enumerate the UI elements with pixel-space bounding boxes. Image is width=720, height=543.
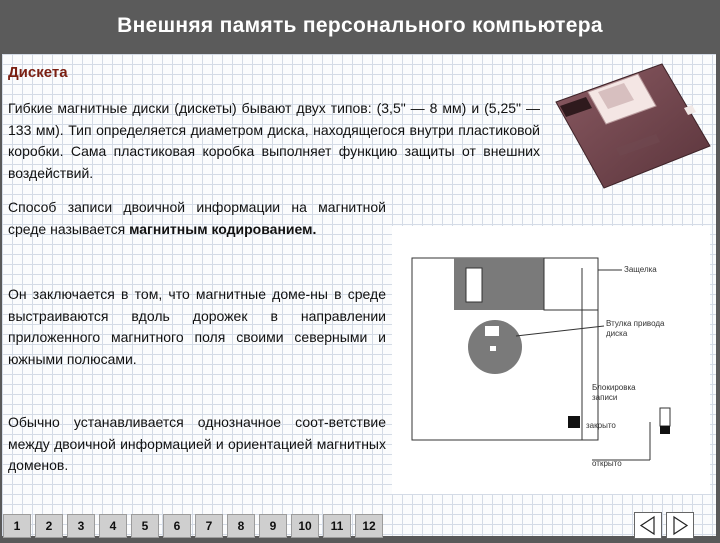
- arrow-left-icon: [635, 513, 661, 538]
- prev-button[interactable]: [634, 512, 662, 539]
- label-area: [544, 258, 598, 310]
- nav-page-2[interactable]: 2: [35, 514, 63, 538]
- nav-page-7[interactable]: 7: [195, 514, 223, 538]
- diagram-label-lock-2: записи: [592, 393, 618, 402]
- magnetic-coding-term: магнитным кодированием.: [129, 220, 317, 237]
- next-button[interactable]: [666, 512, 694, 539]
- page-title: Внешняя память персонального компьютера: [117, 14, 603, 37]
- diagram-label-hub-1: Втулка привода: [606, 319, 665, 328]
- diagram-label-lock-1: Блокировка: [592, 383, 636, 392]
- nav-page-3[interactable]: 3: [67, 514, 95, 538]
- diagram-label-shutter: Защелка: [624, 265, 657, 274]
- section-title: Дискета: [8, 64, 68, 81]
- nav-page-6[interactable]: 6: [163, 514, 191, 538]
- diagram-label-hub-2: диска: [606, 329, 628, 338]
- nav-page-11[interactable]: 11: [323, 514, 351, 538]
- paragraph-floppy-types: Гибкие магнитные диски (дискеты) бывают двух типов: (3,5" — 8 мм) и (5,25" — 133 мм). Тип определяется диаметром диска, находящегося внутри пластиковой коробки. Сама пластиковая коробка выполняет функцию защиты от внешних воздействий.: [8, 100, 540, 181]
- paragraph-magnetic-coding: [8, 197, 386, 240]
- paragraph-correspondence: Обычно устанавливается однозначное соот-ветствие между двоичной информацией и ориентацией магнитных доменов.: [8, 414, 386, 473]
- nav-page-9[interactable]: 9: [259, 514, 287, 538]
- nav-page-8[interactable]: 8: [227, 514, 255, 538]
- floppy-disk-image: [552, 62, 712, 190]
- nav-page-10[interactable]: 10: [291, 514, 319, 538]
- hub-index: [490, 346, 496, 351]
- floppy-diagram: [392, 226, 710, 494]
- diagram-label-open: открыто: [592, 459, 622, 468]
- nav-page-12[interactable]: 12: [355, 514, 383, 538]
- title-bar: [0, 0, 720, 54]
- paragraph-domains: Он заключается в том, что магнитные доме-ны в среде выстраиваются вдоль дорожек в направлении приложенного магнитного поля своими северными и южными полюсами.: [8, 286, 386, 367]
- nav-page-1[interactable]: 1: [3, 514, 31, 538]
- write-protect-open: [660, 426, 670, 434]
- diagram-label-closed: закрыто: [586, 421, 616, 430]
- write-protect-closed: [568, 416, 580, 428]
- nav-page-5[interactable]: 5: [131, 514, 159, 538]
- nav-page-4[interactable]: 4: [99, 514, 127, 538]
- arrow-right-icon: [667, 513, 693, 538]
- shutter-slot: [466, 268, 482, 302]
- hub-spindle: [485, 326, 499, 336]
- paragraph-magnetic-coding-text: Способ записи двоичной информации на магнитной среде называется: [8, 199, 386, 237]
